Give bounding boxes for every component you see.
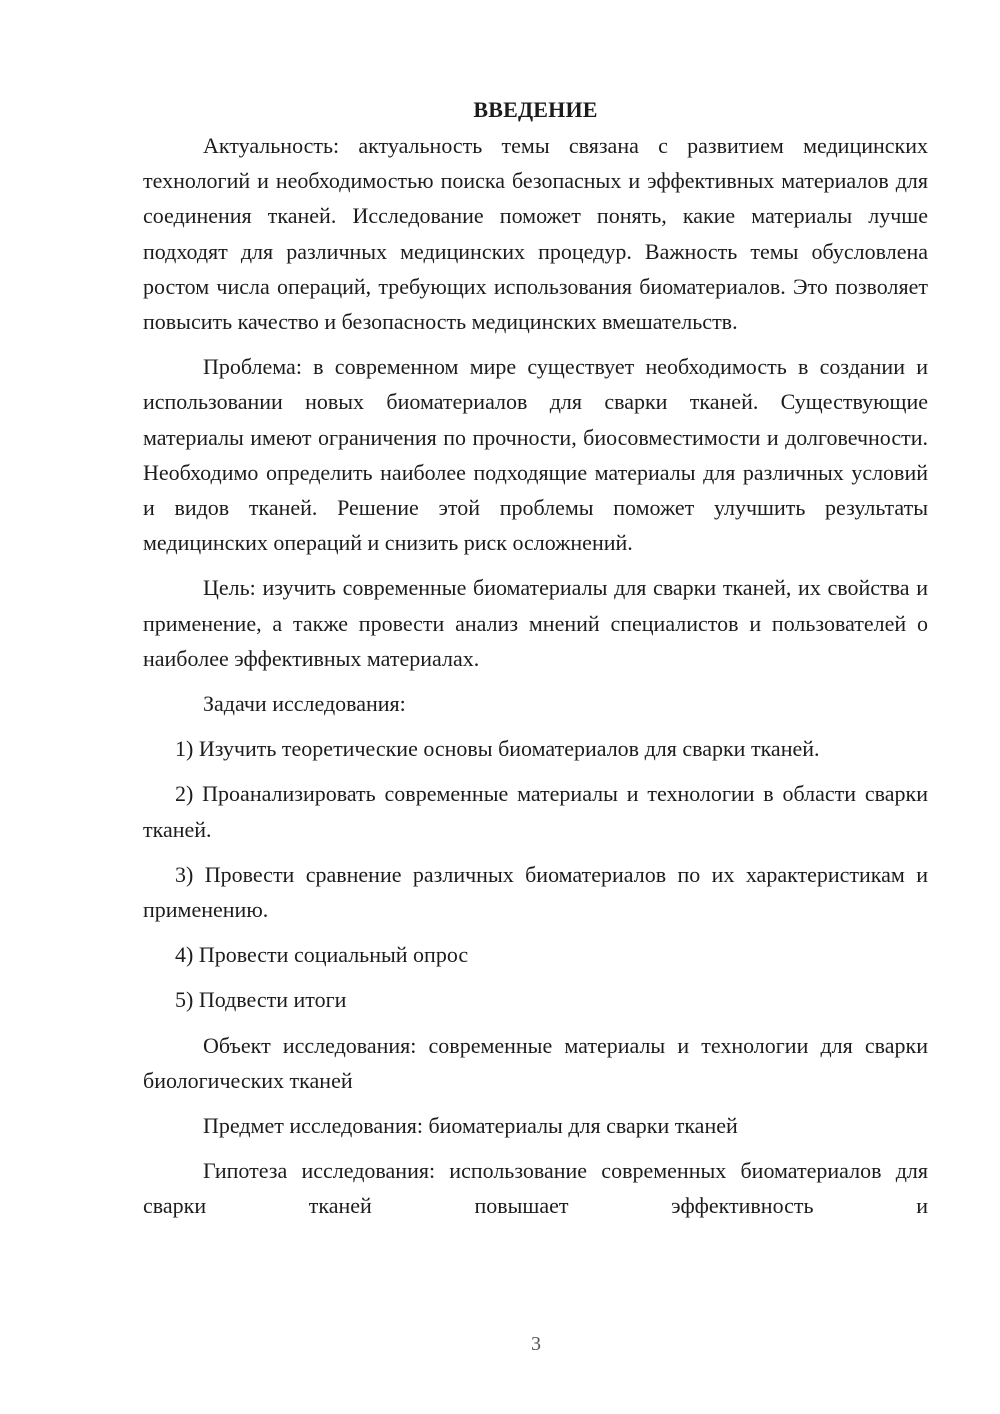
task-item: 2) Проанализировать современные материалы и технологии в области сварки тканей. [143, 781, 928, 842]
section-heading: ВВЕДЕНИЕ [473, 97, 598, 122]
tasks-label: Задачи исследования: [203, 691, 406, 717]
problem-paragraph: Проблема: в современном мире существует необходимость в создании и использовании новых биоматериалов для сварки тканей. Существующие материалы имеют ограничения по прочности, биосовместимости и долговечности. Необходимо определить наиболее подходящие материалы для различных условий и видов тканей. Решение этой проблемы поможет улучшить результаты медицинских операций и снизить риск осложнений. [143, 354, 928, 556]
task-item: 1) Изучить теоретические основы биоматериалов для сварки тканей. [175, 736, 820, 762]
task-item: 5) Подвести итоги [175, 987, 347, 1013]
goal-paragraph: Цель: изучить современные биоматериалы для сварки тканей, их свойства и применение, а также провести анализ мнений специалистов и пользователей о наиболее эффективных материалах. [143, 575, 928, 671]
object-paragraph: Объект исследования: современные материалы и технологии для сварки биологических тканей [143, 1032, 928, 1093]
hypothesis-paragraph: Гипотеза исследования: использование современных биоматериалов для сварки тканей повышает эффективность и [143, 1158, 928, 1219]
task-item: 4) Провести социальный опрос [175, 942, 469, 968]
task-item: 3) Провести сравнение различных биоматериалов по их характеристикам и применению. [143, 861, 928, 923]
document-page [143, 92, 928, 1224]
subject-paragraph: Предмет исследования: биоматериалы для сварки тканей [203, 1113, 738, 1139]
relevance-paragraph: Актуальность: актуальность темы связана с развитием медицинских технологий и необходимостью поиска безопасных и эффективных материалов для соединения тканей. Исследование поможет понять, какие материалы лучше подходят для различных медицинских процедур. Важность темы обусловлена ростом числа операций, требующих использования биоматериалов. Это позволяет повысить качество и безопасность медицинских вмешательств. [143, 133, 928, 335]
page-number: 3 [531, 1333, 541, 1355]
